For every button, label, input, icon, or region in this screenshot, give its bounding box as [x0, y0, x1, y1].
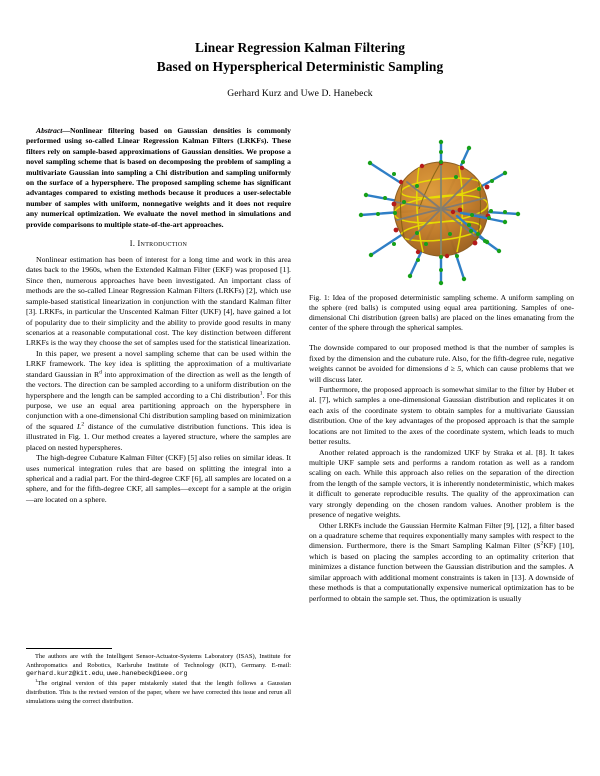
- email-address-2[interactable]: uwe.hanebeck@ieee.org: [106, 670, 188, 678]
- section-heading-introduction: [26, 239, 291, 248]
- email-address-1[interactable]: gerhard.kurz@kit.edu: [26, 670, 104, 678]
- footnote-separator-rule: [26, 648, 112, 649]
- figure-1-canvas: [309, 126, 574, 292]
- figure-1: [309, 126, 574, 333]
- right-p1-part-b: , which can cause problems that we will discuss later.: [309, 364, 574, 384]
- author-list: Gerhard Kurz and Uwe D. Hanebeck: [227, 88, 373, 100]
- affiliation-separator: ,: [103, 670, 105, 678]
- section-numeral: I.: [129, 239, 136, 249]
- section-label: Introduction: [137, 239, 188, 249]
- left-paragraph-1: Nonlinear estimation has been of interest for a long time and work in this area dates back to the 1960s, when the Extended Kalman Filter (EKF) was proposed [1]. Since then, numerous approaches have been investigated. An important class of methods are the so-called Linear Regression Kalman Filters (LRKFs) [2], which use sample-based statistical linearization in conjunction with the standard Kalman filter [3]. LRKFs, in particular the Unscented Kalman Filter (UKF) [4], have gained a lot of popularity due to their simplicity and the ability to provide good results in many scenarios at a reasonable computational cost. The key distinction between different LRKFs is the way they choose the set of samples used for the statistical linearization.: [26, 255, 291, 348]
- footnote-note-1: [26, 680, 291, 706]
- dimension-condition: d ≥ 5: [444, 364, 462, 374]
- figure-caption-text: Idea of the proposed deterministic sampling scheme. A uniform sampling on the sphere (red balls) is computed using equal area partitioning. Samples of one-dimensional Chi distribution (green balls) are placed on the lines emanating from the center of the sphere through the spherical samples.: [309, 293, 574, 333]
- footnote-note-text: The original version of this paper mistakenly stated that the length follows a Gaussian distribution. This is the revised version of the paper, where we have corrected this issue and rerun all simulations using the correct distribution.: [26, 680, 291, 705]
- body-columns: [0, 126, 600, 604]
- figure-caption-label: Fig. 1:: [309, 293, 330, 302]
- left-p2-part-b: into approximation of the direction as well as the length of the vectors. The direction can be sampled according to a uniform distribution on the hypersphere and the length can be sampled according to a Chi distribution: [26, 369, 291, 400]
- left-column: [26, 126, 291, 604]
- abstract-paragraph: [26, 126, 291, 230]
- l2-exponent: 2: [81, 421, 85, 428]
- footnote-affiliation: [26, 653, 291, 679]
- left-paragraph-2: [26, 349, 291, 453]
- sampling-sphere-illustration: [309, 126, 574, 292]
- figure-caption: [309, 293, 574, 333]
- abstract-heading: Abstract—: [36, 126, 70, 135]
- right-paragraph-1: [309, 343, 574, 385]
- left-p2-part-c: . For this purpose, we use an equal area partitioning approach on the hypersphere in conjunction with a one-dimensional Chi distribution sampling based on minimization of the squared: [26, 390, 291, 431]
- footnote-marker-1: 1: [35, 679, 38, 685]
- s2kf-superscript: 2: [540, 540, 544, 547]
- footnote-area: [26, 648, 291, 706]
- right-column: [309, 126, 574, 604]
- footnote-ref-1: 1: [259, 389, 263, 396]
- right-p4-part-a: Other LRKFs include the Gaussian Hermite Kalman Filter [9], [12], a filter based on a quadrature scheme that requires exponentially many samples with respect to the dimension. Furthermore, there is the Smart Sampling Kalman Filter (S: [309, 520, 574, 551]
- left-p2-part-d: distance of the cumulative distribution functions. This idea is illustrated in Fig. 1. Our method creates a layered structure, where the samples are placed on nested hyperspheres.: [26, 421, 291, 452]
- right-paragraph-4: [309, 521, 574, 604]
- right-p4-part-b: KF) [10], which is based on placing the samples according to an optimality criterion that minimizes a distance function between the Gaussian distribution and the samples. A similar approach with additional moment constraints is taken in [13]. A downside of these methods is that a computationally expensive numerical optimization has to be performed to obtain the sample set. Thus, the optimization is usually: [309, 541, 575, 603]
- right-paragraph-2: Furthermore, the proposed approach is somewhat similar to the filter by Huber et al. [7], which samples a one-dimensional Gaussian distribution and replicates it on each axis of the coordinate system to obtain samples for a multivariate Gaussian distribution. One of the key advantages of the proposed approach is that the sample locations are not limited to the axes of the coordinate system, which leads to much better results.: [309, 385, 574, 447]
- title-line-2: Based on Hyperspherical Deterministic Sampling: [156, 59, 444, 75]
- left-paragraph-3: The high-degree Cubature Kalman Filter (CKF) [5] also relies on similar ideas. It uses numerical integration rules that are based on splitting the integral into a spherical and a radial part. For the third-degree CKF [6], all samples are located on a sphere, and for the fifth-degree CKF, all samples—except for a sample at the origin—are located on a sphere.: [26, 453, 291, 504]
- left-p2-part-a: In this paper, we present a novel sampling scheme that can be used within the LRKF framework. The key idea is splitting the approximation of a multivariate standard Gaussian in R: [26, 348, 291, 379]
- l2-symbol: L: [77, 421, 82, 431]
- title-line-1: Linear Regression Kalman Filtering: [194, 40, 406, 55]
- abstract-text: Nonlinear filtering based on Gaussian densities is commonly performed using so-called Linear Regression Kalman Filters (LRKFs). These filters rely on sample-based approximations of Gaussian densities. We propose a novel sampling scheme that is based on decomposing the problem of sampling a multivariate Gaussian into sampling a Chi distribution and sampling uniformly on the surface of a hypersphere. The proposed sampling scheme has significant advantages compared to existing methods because it produces a user-selectable number of samples with uniform, nonnegative weights and it does not require any numerical optimization. We evaluate the novel method in simulations and provide comparisons to multiple state-of-the-art approaches.: [26, 126, 291, 229]
- page-title: [60, 38, 540, 76]
- title-block: [0, 0, 600, 101]
- right-p1-part-a: The downside compared to our proposed method is that the number of samples is fixed by the dimension and the cubature rule. Also, for the fifth-degree rule, negative weights cannot be avoided for dimensions: [309, 343, 574, 374]
- affiliation-text: The authors are with the Intelligent Sensor-Actuator-Systems Laboratory (ISAS), Institute for Anthropomatics and Robotics, Karlsruhe Institute of Technology (KIT), Germany. E-mail:: [26, 653, 291, 669]
- dimension-superscript: d: [99, 369, 102, 376]
- right-paragraph-3: Another related approach is the randomized UKF by Straka et al. [8]. It takes multiple UKF sample sets and performs a random rotation as well as a random scaling on each. While this approach also relies on the separation of the direction from the length of the sample vectors, it is inherently nondeterministic, which makes it difficult to generate reproducible results. The quality of the approximation can vary strongly depending on the chosen random values. Another problem is the presence of negative weights.: [309, 447, 574, 520]
